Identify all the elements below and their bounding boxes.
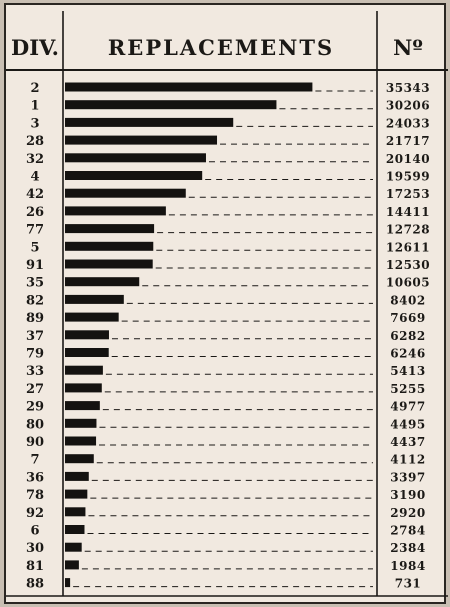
division-label: 77	[25, 222, 45, 238]
bar	[65, 507, 85, 516]
bar	[65, 383, 102, 392]
value-label: 731	[394, 576, 422, 591]
bar	[65, 454, 94, 463]
bar	[65, 277, 139, 286]
bar	[65, 366, 103, 375]
value-label: 7669	[390, 311, 426, 326]
bar	[65, 260, 153, 269]
division-label: 30	[25, 541, 45, 557]
bar	[65, 313, 119, 322]
value-label: 12530	[385, 258, 431, 272]
division-label: 4	[30, 169, 40, 185]
division-label: 32	[25, 151, 45, 167]
bar	[65, 401, 100, 410]
value-label: 3397	[390, 470, 426, 485]
bar	[65, 153, 206, 162]
division-label: 3	[30, 116, 40, 132]
bar	[65, 242, 153, 251]
value-label: 35343	[385, 81, 431, 95]
number-header: Nº	[393, 35, 423, 60]
bar	[65, 472, 89, 481]
bar	[65, 118, 233, 127]
value-label: 6282	[390, 328, 426, 343]
bar	[65, 560, 79, 569]
bar	[65, 295, 124, 304]
bar	[65, 136, 217, 145]
value-label: 2784	[390, 523, 426, 538]
division-label: 5	[30, 240, 40, 256]
value-label: 5413	[390, 364, 426, 379]
value-label: 30206	[385, 98, 431, 113]
bar	[65, 189, 186, 198]
division-label: 82	[25, 293, 45, 309]
bar	[65, 171, 202, 180]
bar	[65, 419, 96, 428]
value-label: 20140	[385, 151, 431, 166]
value-label: 12611	[385, 240, 431, 255]
division-label: 36	[25, 470, 45, 486]
division-label: 88	[25, 576, 45, 592]
division-label: 78	[25, 488, 45, 504]
value-label: 4495	[390, 417, 426, 432]
value-label: 19599	[385, 169, 431, 184]
bar	[65, 100, 276, 109]
division-label: 28	[25, 134, 45, 150]
value-label: 10605	[385, 275, 431, 290]
value-label: 1984	[390, 558, 426, 573]
division-header: DIV.	[11, 35, 59, 60]
division-label: 1	[30, 98, 40, 114]
value-label: 2920	[390, 505, 426, 520]
value-label: 8402	[390, 293, 426, 308]
replacements-chart	[6, 5, 448, 606]
division-label: 37	[25, 328, 45, 344]
division-label: 81	[25, 558, 45, 574]
value-label: 4112	[390, 452, 426, 467]
value-label: 17253	[385, 187, 431, 202]
bar	[65, 525, 84, 534]
division-label: 42	[25, 187, 45, 203]
division-label: 7	[30, 452, 40, 468]
bar	[65, 578, 70, 587]
value-label: 3190	[390, 488, 426, 503]
division-label: 89	[25, 311, 45, 327]
bar	[65, 206, 166, 215]
value-label: 6246	[390, 346, 426, 361]
division-label: 92	[25, 505, 45, 521]
value-label: 2384	[390, 541, 426, 556]
chart-title: REPLACEMENTS	[107, 35, 335, 60]
division-label: 26	[25, 204, 45, 220]
value-label: 12728	[385, 222, 431, 237]
division-label: 29	[25, 399, 45, 415]
bar	[65, 83, 312, 92]
division-label: 33	[25, 364, 45, 380]
division-label: 91	[25, 258, 45, 273]
division-label: 35	[25, 275, 45, 291]
value-label: 24033	[385, 116, 431, 131]
division-label: 90	[25, 435, 45, 450]
value-label: 4437	[390, 435, 426, 449]
bar	[65, 543, 82, 552]
chart-card	[4, 3, 446, 604]
division-label: 27	[25, 381, 45, 397]
bar	[65, 330, 109, 339]
value-label: 14411	[385, 204, 431, 219]
division-label: 80	[25, 417, 45, 433]
bar	[65, 224, 154, 233]
division-label: 79	[25, 346, 45, 362]
bar	[65, 348, 109, 357]
value-label: 5255	[390, 381, 426, 396]
bar	[65, 490, 87, 499]
chart-rows	[26, 81, 430, 592]
value-label: 4977	[390, 399, 426, 414]
division-label: 2	[30, 81, 40, 96]
division-label: 6	[30, 523, 40, 539]
bar	[65, 437, 96, 446]
value-label: 21717	[385, 134, 431, 149]
